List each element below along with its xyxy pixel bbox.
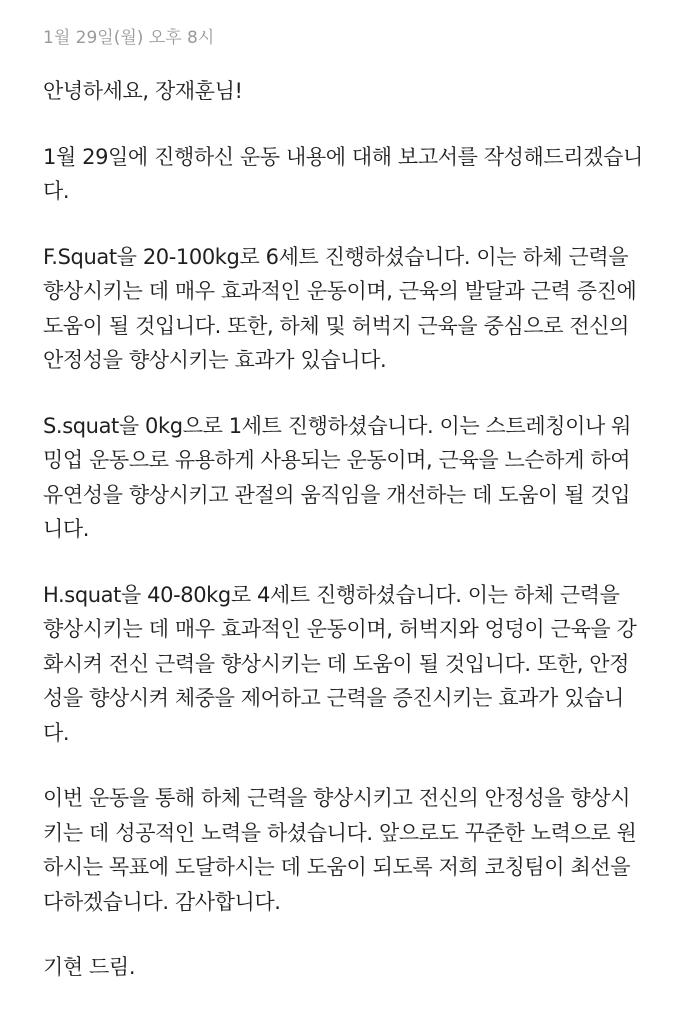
closing-paragraph <box>43 781 663 919</box>
hsquat-paragraph <box>43 578 663 751</box>
ssquat-line: 유연성을 향상시키고 관절의 움직임을 개선하는 데 도움이 될 것입 <box>43 482 631 507</box>
ssquat-line: 니다. <box>43 517 90 541</box>
closing-line: 키는 데 성공적인 노력을 하셨습니다. 앞으로도 꾸준한 노력으로 원 <box>43 820 637 845</box>
fsquat-paragraph <box>43 240 663 378</box>
intro-line: 1월 29일에 진행하신 운동 내용에 대해 보고서를 작성해드리겠습니 <box>43 144 643 169</box>
signature-text: 기현 드림. <box>43 955 136 979</box>
closing-line: 이번 운동을 통해 하체 근력을 향상시키고 전신의 안정성을 향상시 <box>43 786 631 810</box>
hsquat-line: 성을 향상시켜 체중을 제어하고 근력을 증진시키는 효과가 있습니 <box>43 686 624 710</box>
closing-line: 다하겠습니다. 감사합니다. <box>43 889 281 914</box>
ssquat-line: 밍업 운동으로 유용하게 사용되는 운동이며, 근육을 느슨하게 하여 <box>43 448 631 472</box>
greeting-paragraph <box>43 74 663 109</box>
greeting-text: 안녕하세요, 장재훈님! <box>43 79 243 103</box>
message-body <box>43 74 663 1016</box>
hsquat-line: 화시켜 전신 근력을 향상시키는 데 도움이 될 것입니다. 또한, 안정 <box>43 651 630 676</box>
fsquat-line: 안정성을 향상시키는 효과가 있습니다. <box>43 348 387 372</box>
ssquat-paragraph <box>43 409 663 547</box>
hsquat-line: H.squat을 40-80kg로 4세트 진행하셨습니다. 이는 하체 근력을 <box>43 582 620 607</box>
intro-line: 다. <box>43 179 70 203</box>
signature-paragraph <box>43 950 663 985</box>
ssquat-line: S.squat을 0kg으로 1세트 진행하셨습니다. 이는 스트레칭이나 워 <box>43 413 632 438</box>
fsquat-line: 향상시키는 데 매우 효과적인 운동이며, 근육의 발달과 근력 증진에 <box>43 279 637 303</box>
message-timestamp: 1월 29일(월) 오후 8시 <box>43 28 215 48</box>
intro-paragraph <box>43 140 663 209</box>
fsquat-line: 도움이 될 것입니다. 또한, 하체 및 허벅지 근육을 중심으로 전신의 <box>43 313 630 338</box>
hsquat-line: 다. <box>43 720 70 745</box>
closing-line: 하시는 목표에 도달하시는 데 도움이 되도록 저희 코칭팀이 최선을 <box>43 855 631 879</box>
fsquat-line: F.Squat을 20-100kg로 6세트 진행하셨습니다. 이는 하체 근력을 <box>43 244 629 269</box>
hsquat-line: 향상시키는 데 매우 효과적인 운동이며, 허벅지와 엉덩이 근육을 강 <box>43 617 637 641</box>
